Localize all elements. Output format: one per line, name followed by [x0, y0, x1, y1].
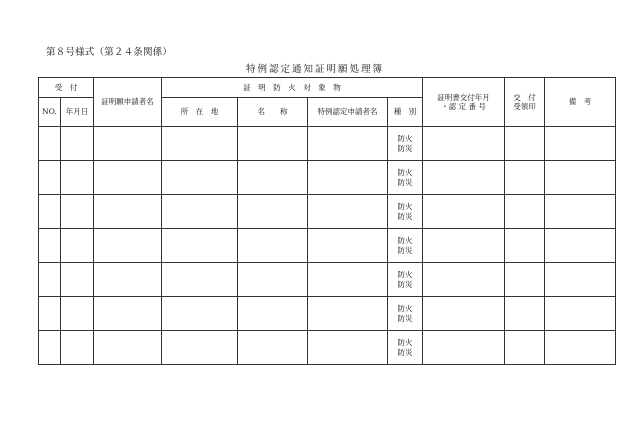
cell-issue-date: [423, 127, 505, 161]
kind-fire: 防火: [397, 270, 413, 280]
cell-issue-date: [423, 297, 505, 331]
cell-remarks: [545, 297, 616, 331]
cell-location: [162, 229, 238, 263]
cell-kind: [388, 195, 423, 229]
cell-seal: [505, 331, 545, 365]
cell-no: [39, 195, 61, 229]
cell-special-applicant: [308, 263, 388, 297]
cell-date: [61, 331, 94, 365]
cell-remarks: [545, 127, 616, 161]
cell-seal: [505, 195, 545, 229]
header-location: 所 在 地: [162, 98, 238, 127]
cell-issue-date: [423, 195, 505, 229]
cell-kind: [388, 297, 423, 331]
cell-date: [61, 161, 94, 195]
cell-location: [162, 127, 238, 161]
cell-issue-date: [423, 229, 505, 263]
cell-kind: [388, 229, 423, 263]
cell-applicant: [94, 127, 162, 161]
header-applicant-name: 証明願申請者名: [94, 78, 162, 127]
cell-applicant: [94, 195, 162, 229]
cell-issue-date: [423, 331, 505, 365]
cell-applicant: [94, 297, 162, 331]
cell-special-applicant: [308, 195, 388, 229]
kind-disaster: 防災: [397, 347, 413, 357]
cell-seal: [505, 229, 545, 263]
cell-applicant: [94, 161, 162, 195]
cell-remarks: [545, 229, 616, 263]
cell-date: [61, 297, 94, 331]
header-issue-date-line2: ・認 定 番 号: [441, 102, 486, 111]
kind-disaster: 防災: [397, 143, 413, 153]
form-number: 第８号様式（第２４条関係）: [46, 47, 173, 58]
cell-special-applicant: [308, 161, 388, 195]
header-delivery-line1: 交 付: [513, 92, 536, 102]
header-delivery-seal: [505, 78, 545, 127]
header-remarks: 備 考: [545, 78, 616, 127]
kind-fire: 防火: [397, 338, 413, 348]
cell-applicant: [94, 263, 162, 297]
cell-no: [39, 161, 61, 195]
cell-seal: [505, 127, 545, 161]
kind-disaster: 防災: [397, 313, 413, 323]
table-row: [39, 229, 616, 263]
kind-disaster: 防災: [397, 177, 413, 187]
cell-no: [39, 127, 61, 161]
kind-fire: 防火: [397, 202, 413, 212]
table-row: [39, 127, 616, 161]
table-row: [39, 331, 616, 365]
cell-remarks: [545, 161, 616, 195]
cell-issue-date: [423, 263, 505, 297]
table-row: [39, 263, 616, 297]
document-title: 特例認定通知証明願処理簿: [245, 64, 384, 75]
table-row: [39, 195, 616, 229]
cell-location: [162, 195, 238, 229]
header-name: 名 称: [238, 98, 308, 127]
cell-location: [162, 161, 238, 195]
header-delivery-line2: 受領印: [513, 102, 536, 111]
kind-fire: 防火: [397, 168, 413, 178]
kind-fire: 防火: [397, 236, 413, 246]
kind-fire: 防火: [397, 304, 413, 314]
cell-name: [238, 297, 308, 331]
cell-remarks: [545, 331, 616, 365]
table-header: [39, 78, 616, 127]
header-issue-date: [423, 78, 505, 127]
cell-location: [162, 263, 238, 297]
cell-no: [39, 331, 61, 365]
cell-no: [39, 263, 61, 297]
cell-date: [61, 195, 94, 229]
register-table: [38, 77, 616, 365]
cell-location: [162, 297, 238, 331]
header-kind: 種 別: [388, 98, 423, 127]
cell-remarks: [545, 195, 616, 229]
cell-kind: [388, 331, 423, 365]
cell-name: [238, 195, 308, 229]
cell-name: [238, 331, 308, 365]
header-special-applicant: 特例認定申請者名: [308, 98, 388, 127]
header-reception: 受 付: [39, 78, 94, 98]
cell-name: [238, 229, 308, 263]
cell-seal: [505, 161, 545, 195]
cell-kind: [388, 263, 423, 297]
kind-fire: 防火: [397, 134, 413, 144]
cell-special-applicant: [308, 331, 388, 365]
cell-seal: [505, 297, 545, 331]
header-issue-date-line1: 証明書交付年月: [437, 92, 490, 102]
kind-disaster: 防災: [397, 279, 413, 289]
table-row: [39, 297, 616, 331]
cell-name: [238, 127, 308, 161]
cell-date: [61, 127, 94, 161]
cell-name: [238, 161, 308, 195]
cell-seal: [505, 263, 545, 297]
cell-special-applicant: [308, 127, 388, 161]
cell-issue-date: [423, 161, 505, 195]
table-body: [39, 127, 616, 365]
cell-name: [238, 263, 308, 297]
kind-disaster: 防災: [397, 211, 413, 221]
cell-date: [61, 263, 94, 297]
kind-disaster: 防災: [397, 245, 413, 255]
cell-applicant: [94, 331, 162, 365]
cell-applicant: [94, 229, 162, 263]
cell-remarks: [545, 263, 616, 297]
cell-no: [39, 297, 61, 331]
cell-no: [39, 229, 61, 263]
cell-kind: [388, 127, 423, 161]
header-no: NO.: [39, 98, 61, 127]
cell-special-applicant: [308, 297, 388, 331]
cell-kind: [388, 161, 423, 195]
header-target-building: 証 明 防 火 対 象 物: [162, 78, 423, 98]
table-row: [39, 161, 616, 195]
cell-special-applicant: [308, 229, 388, 263]
cell-location: [162, 331, 238, 365]
header-date: 年月日: [61, 98, 94, 127]
cell-date: [61, 229, 94, 263]
